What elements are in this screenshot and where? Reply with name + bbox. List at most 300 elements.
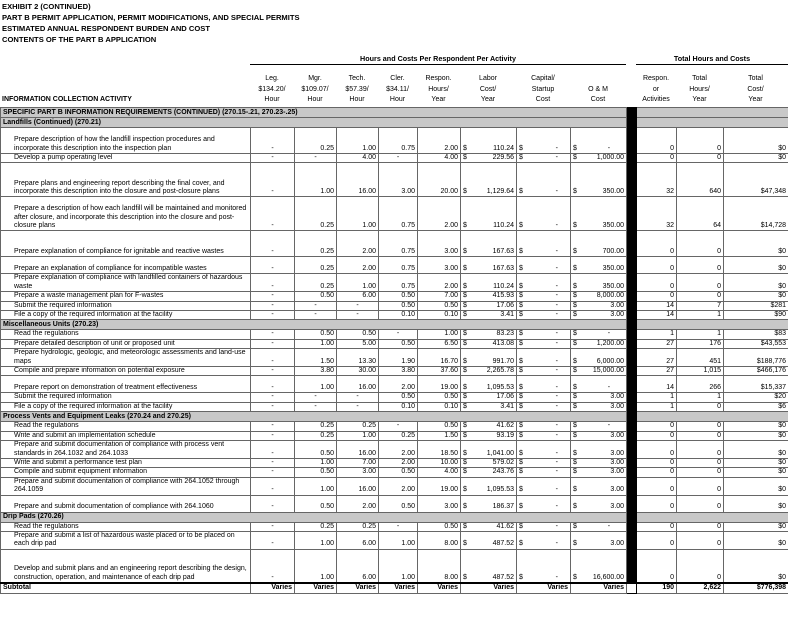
dollar-cell	[463, 422, 514, 430]
cell-value: -	[271, 311, 274, 319]
dollar-cell	[573, 292, 624, 300]
cell-om-cost	[571, 367, 627, 376]
table-row	[1, 330, 788, 339]
cell-value: 229.56	[492, 154, 514, 161]
dollar-cell	[519, 367, 568, 375]
cell-labor-cost	[461, 431, 517, 440]
cell-om-cost	[571, 128, 627, 154]
cell-value: -	[314, 311, 317, 319]
dollar-sign: $	[463, 222, 467, 229]
dollar-cell	[519, 422, 568, 430]
cell-value: 167.63	[492, 248, 514, 255]
cell-value: -	[555, 292, 558, 300]
cell-om-cost	[571, 431, 627, 440]
cell-total-cost	[724, 257, 788, 274]
cell-total-cost	[724, 376, 788, 393]
cell-respondents	[637, 402, 677, 411]
dollar-sign: $	[573, 292, 577, 300]
dollar-cell	[573, 540, 624, 548]
dollar-cell	[519, 145, 568, 153]
cell-value: 8.00	[444, 540, 458, 548]
cell-total-cost	[724, 393, 788, 402]
cell-tech-hours	[337, 393, 379, 402]
cell-value: 0	[670, 449, 675, 457]
cell-om-cost	[571, 163, 627, 197]
column-separator	[627, 458, 637, 467]
dollar-cell	[573, 340, 624, 348]
cell-value: 0.10	[401, 402, 415, 410]
dollar-cell	[463, 145, 514, 153]
cell-labor-cost	[461, 367, 517, 376]
exhibit-subtitle-2: ESTIMATED ANNUAL RESPONDENT BURDEN AND COST	[2, 24, 210, 33]
cell-cler-hours	[379, 393, 418, 402]
cell-value: 350.00	[602, 265, 625, 272]
subtotal-row	[1, 583, 788, 593]
table-row	[1, 163, 788, 197]
column-separator	[627, 257, 637, 274]
activity-description: Prepare report on demonstration of treatment effectiveness	[1, 376, 251, 393]
cell-mgr-hours	[295, 522, 337, 531]
cell-value: $0	[778, 265, 787, 272]
activity-description: Prepare hydrologic, geologic, and meteorologic assessments and land-use maps	[1, 349, 251, 367]
cell-tech-hours	[337, 257, 379, 274]
cell-labor-cost	[461, 468, 517, 477]
dollar-sign: $	[573, 282, 577, 290]
cell-value: -	[271, 402, 274, 410]
dollar-cell	[573, 450, 624, 458]
cell-value: 0	[670, 540, 675, 548]
cell-value: 2.00	[444, 144, 458, 152]
cell-capital-cost	[517, 231, 571, 257]
column-header-line: Respon.	[425, 75, 452, 82]
cell-leg-hours	[251, 393, 295, 402]
cell-value: 176	[709, 339, 722, 347]
cell-leg-hours	[251, 422, 295, 431]
table-row	[1, 468, 788, 477]
cell-value: -	[356, 393, 359, 401]
cell-value: $0	[778, 449, 787, 457]
cell-respondents	[637, 231, 677, 257]
cell-value: 0	[670, 292, 675, 300]
dollar-cell	[463, 311, 514, 319]
column-header-line: Hours/	[689, 85, 710, 93]
table-row	[1, 231, 788, 257]
cell-value: 1.00	[401, 540, 415, 548]
cell-respondents	[637, 330, 677, 339]
cell-total-cost	[724, 458, 788, 467]
column-separator	[627, 412, 637, 422]
cell-labor-cost	[461, 274, 517, 292]
cell-value: -	[271, 573, 274, 581]
cell-value: 1.00	[320, 573, 334, 581]
dollar-cell	[573, 154, 624, 162]
dollar-sign: $	[463, 144, 467, 152]
cell-value: 2.00	[444, 222, 458, 229]
cell-total-cost	[724, 274, 788, 292]
cell-tech-hours	[337, 422, 379, 431]
cell-value: 8.00	[444, 573, 458, 581]
cell-mgr-hours	[295, 477, 337, 495]
cell-value: 0.25	[401, 431, 415, 439]
column-separator	[627, 583, 637, 593]
table-row	[1, 292, 788, 301]
dollar-cell	[573, 145, 624, 153]
cell-cler-hours	[379, 458, 418, 467]
cell-respon-hours	[418, 330, 461, 339]
table-row	[1, 393, 788, 402]
column-header-om	[570, 85, 626, 106]
cell-value: 1.00	[362, 431, 376, 439]
cell-value: -	[314, 393, 317, 401]
cell-total-hours	[677, 477, 724, 495]
column-separator	[627, 376, 637, 393]
cell-leg-hours	[251, 402, 295, 411]
cell-value: 2.00	[444, 282, 458, 290]
dollar-sign: $	[463, 339, 467, 347]
cell-labor-cost	[461, 376, 517, 393]
cell-value: 0	[717, 402, 722, 410]
cell-mgr-hours	[295, 402, 337, 411]
cell-respon-hours	[418, 531, 461, 549]
dollar-cell	[519, 248, 568, 256]
cell-cler-hours	[379, 257, 418, 274]
cell-respon-hours	[418, 274, 461, 292]
cell-respon-hours	[418, 402, 461, 411]
cell-tech-hours	[337, 197, 379, 231]
activity-column-header: INFORMATION COLLECTION ACTIVITY	[2, 96, 132, 103]
cell-value: 350.00	[602, 222, 625, 229]
section-title: SPECIFIC PART B INFORMATION REQUIREMENTS (CONTINUED) (270.15-.21, 270.23-.25)	[1, 108, 627, 118]
column-header-line: $34.11/	[386, 85, 409, 93]
cell-value: 2.00	[401, 384, 415, 392]
section-row	[1, 320, 788, 330]
cell-mgr-hours	[295, 231, 337, 257]
cell-labor-cost	[461, 301, 517, 310]
cell-capital-cost	[517, 402, 571, 411]
column-separator	[627, 441, 637, 459]
cell-value: 0.25	[320, 248, 334, 255]
cell-value: 0.50	[444, 422, 458, 430]
cell-value: -	[555, 265, 558, 272]
cell-value: -	[271, 248, 274, 255]
cell-capital-cost	[517, 458, 571, 467]
cell-om-cost	[571, 154, 627, 163]
cell-cler-hours	[379, 441, 418, 459]
cell-leg-hours	[251, 257, 295, 274]
cell-value: 1.00	[444, 330, 458, 338]
cell-value: -	[271, 486, 274, 494]
cell-value: 413.08	[492, 339, 514, 347]
cell-labor-cost	[461, 549, 517, 583]
cell-om-cost	[571, 349, 627, 367]
cell-tech-hours	[337, 522, 379, 531]
dollar-cell	[519, 459, 568, 467]
dollar-sign: $	[519, 248, 523, 255]
cell-value: Varies	[313, 584, 334, 592]
cell-value: 1.00	[320, 384, 334, 392]
cell-value: 991.70	[492, 357, 514, 365]
cell-om-cost	[571, 339, 627, 348]
cell-value: $0	[778, 540, 787, 548]
cell-value: -	[271, 540, 274, 548]
cell-value: 6.00	[362, 573, 376, 581]
cell-value: $47,348	[760, 188, 787, 195]
cell-total-hours	[677, 376, 724, 393]
cell-respondents	[637, 311, 677, 320]
cell-mgr-hours	[295, 301, 337, 310]
column-header-line: Total	[748, 75, 763, 82]
cell-value: 2.00	[362, 265, 376, 272]
section-row	[1, 512, 788, 522]
cell-value: 0.25	[320, 282, 334, 290]
dollar-cell	[519, 330, 568, 338]
cell-value: 0.50	[320, 292, 334, 300]
dollar-cell	[573, 574, 624, 582]
activity-description: Prepare plans and engineering report describing the final cover, and incorporate this description into the closure and post-closure plans	[1, 163, 251, 197]
cell-total-hours	[677, 257, 724, 274]
dollar-cell	[463, 468, 514, 476]
cell-tech-hours	[337, 311, 379, 320]
dollar-sign: $	[519, 339, 523, 347]
dollar-cell	[463, 222, 514, 230]
dollar-cell	[463, 384, 514, 392]
cell-total-hours	[677, 422, 724, 431]
burden-table	[0, 107, 788, 594]
cell-value: 3.00	[362, 468, 376, 476]
cell-value: -	[555, 422, 558, 430]
cell-value: -	[555, 402, 558, 410]
cell-value: 0.50	[401, 301, 415, 309]
cell-value: 3.00	[610, 402, 625, 410]
column-header-line: Year	[480, 96, 496, 103]
column-separator	[627, 522, 637, 531]
cell-capital-cost	[517, 311, 571, 320]
cell-tech-hours	[337, 274, 379, 292]
cell-total-cost	[724, 422, 788, 431]
exhibit-subtitle-3: CONTENTS OF THE PART B APPLICATION	[2, 35, 157, 44]
cell-value: 0.10	[401, 311, 415, 319]
cell-value: 83.23	[496, 330, 514, 338]
cell-value: 27	[666, 339, 675, 347]
cell-labor-cost	[461, 231, 517, 257]
table-row	[1, 349, 788, 367]
activity-description: Prepare and submit documentation of compliance with 264.1052 through 264.1059	[1, 477, 251, 495]
cell-tech-hours	[337, 477, 379, 495]
cell-value: 1	[717, 393, 722, 401]
dollar-sign: $	[519, 431, 523, 439]
dollar-sign: $	[573, 222, 577, 229]
cell-value: 17.06	[496, 393, 514, 401]
table-row	[1, 495, 788, 512]
cell-capital-cost	[517, 522, 571, 531]
cell-value: 0	[717, 422, 722, 430]
cell-total-hours	[677, 549, 724, 583]
dollar-sign: $	[519, 393, 523, 401]
cell-labor-cost	[461, 128, 517, 154]
cell-leg-hours	[251, 128, 295, 154]
cell-value: 14	[666, 301, 675, 309]
cell-value: 16.00	[358, 449, 376, 457]
dollar-cell	[463, 540, 514, 548]
cell-value: 0.75	[401, 222, 415, 229]
dollar-cell	[463, 486, 514, 494]
cell-cler-hours	[379, 495, 418, 512]
cell-leg-hours	[251, 367, 295, 376]
table-row	[1, 154, 788, 163]
dollar-cell	[519, 265, 568, 273]
cell-value: -	[271, 449, 274, 457]
cell-value: 0	[717, 458, 722, 466]
dollar-sign: $	[519, 573, 523, 581]
section-title-total-fill	[637, 512, 788, 522]
cell-capital-cost	[517, 128, 571, 154]
cell-tech-hours	[337, 402, 379, 411]
cell-total-cost	[724, 154, 788, 163]
cell-value: 0	[717, 154, 722, 161]
cell-value: -	[271, 188, 274, 195]
column-separator	[627, 422, 637, 431]
cell-total-hours	[677, 311, 724, 320]
dollar-sign: $	[519, 449, 523, 457]
activity-description: Prepare explanation of compliance with landfilled containers of hazardous waste	[1, 274, 251, 292]
dollar-cell	[519, 340, 568, 348]
section-title: Drip Pads (270.26)	[1, 512, 627, 522]
dollar-cell	[573, 468, 624, 476]
cell-value: $0	[778, 144, 787, 152]
cell-value: 7.00	[444, 292, 458, 300]
cell-om-cost	[571, 330, 627, 339]
cell-value: 640	[709, 188, 722, 195]
cell-labor-cost	[461, 402, 517, 411]
cell-value: 4.00	[444, 468, 458, 476]
cell-value: -	[271, 522, 274, 530]
cell-value: 0.50	[401, 503, 415, 511]
cell-total-cost	[724, 402, 788, 411]
cell-value: 3.00	[610, 431, 625, 439]
cell-value: Varies	[394, 584, 415, 592]
cell-leg-hours	[251, 468, 295, 477]
cell-labor-cost	[461, 349, 517, 367]
column-separator	[627, 197, 637, 231]
cell-value: 0.50	[401, 393, 415, 401]
cell-value: -	[555, 540, 558, 548]
dollar-cell	[573, 403, 624, 411]
column-header-line: Cost/	[747, 85, 764, 93]
cell-value: 3.00	[401, 188, 415, 195]
cell-value: 3.41	[500, 311, 514, 319]
cell-mgr-hours	[295, 376, 337, 393]
cell-total-hours	[677, 154, 724, 163]
section-title-total-fill	[637, 320, 788, 330]
cell-total-cost	[724, 311, 788, 320]
cell-total-hours	[677, 367, 724, 376]
cell-value: -	[396, 154, 400, 161]
activity-description: Prepare a description of how each landfill will be maintained and monitored after closure, and incorporate this description into the closure and post-closure plans	[1, 197, 251, 231]
cell-total-hours	[677, 458, 724, 467]
column-header-respon-hours	[417, 74, 460, 106]
dollar-cell	[463, 403, 514, 411]
activity-description: Prepare and submit documentation of compliance with process vent standards in 264.1032 and 264.1033	[1, 441, 251, 459]
cell-cler-hours	[379, 197, 418, 231]
dollar-cell	[519, 450, 568, 458]
column-header-line: $57.39/	[345, 85, 369, 93]
cell-respondents	[637, 367, 677, 376]
cell-value: 350.00	[602, 188, 625, 195]
column-header-line: Year	[692, 96, 707, 103]
dollar-cell	[463, 432, 514, 440]
cell-value: -	[271, 301, 274, 309]
cell-respon-hours	[418, 441, 461, 459]
cell-value: 5.00	[362, 339, 376, 347]
cell-total-cost	[724, 292, 788, 301]
cell-value: 19.00	[440, 486, 458, 494]
cell-value: 3.00	[610, 486, 625, 494]
cell-total-hours	[677, 163, 724, 197]
table-row	[1, 257, 788, 274]
cell-value: 10.00	[440, 458, 458, 466]
section-row	[1, 108, 788, 118]
cell-value: 0.50	[401, 339, 415, 347]
dollar-cell	[463, 523, 514, 531]
table-row	[1, 431, 788, 440]
dollar-sign: $	[519, 540, 523, 548]
column-header-line: O & M	[588, 85, 608, 93]
dollar-cell	[463, 154, 514, 162]
cell-respon-hours	[418, 376, 461, 393]
dollar-sign: $	[519, 144, 523, 152]
cell-tech-hours	[337, 154, 379, 163]
activity-description: Write and submit an implementation schedule	[1, 431, 251, 440]
dollar-cell	[573, 283, 624, 291]
dollar-cell	[573, 422, 624, 430]
cell-om-cost	[571, 583, 627, 593]
cell-total-cost	[724, 301, 788, 310]
column-header-line: Hour	[349, 96, 365, 103]
cell-labor-cost	[461, 311, 517, 320]
activity-description: Prepare and submit documentation of compliance with 264.1060	[1, 495, 251, 512]
cell-respon-hours	[418, 367, 461, 376]
section-row	[1, 118, 788, 128]
dollar-sign: $	[519, 292, 523, 300]
cell-value: 0	[717, 144, 722, 152]
cell-total-cost	[724, 522, 788, 531]
cell-value: -	[555, 458, 558, 466]
cell-value: 27	[666, 367, 675, 375]
group-underline-total	[636, 64, 788, 65]
cell-mgr-hours	[295, 292, 337, 301]
column-separator	[627, 531, 637, 549]
dollar-cell	[519, 403, 568, 411]
cell-value: 1.00	[320, 458, 334, 466]
cell-respon-hours	[418, 549, 461, 583]
column-separator	[627, 477, 637, 495]
dollar-cell	[573, 330, 624, 338]
column-separator	[627, 330, 637, 339]
cell-capital-cost	[517, 274, 571, 292]
cell-value: -	[314, 154, 317, 161]
column-header-capital	[516, 74, 570, 106]
column-header-line: Leg.	[265, 75, 279, 82]
cell-capital-cost	[517, 339, 571, 348]
cell-labor-cost	[461, 197, 517, 231]
cell-total-hours	[677, 468, 724, 477]
column-header-line: $134.20/	[258, 85, 286, 93]
column-separator	[627, 431, 637, 440]
cell-value: 0.10	[444, 311, 458, 319]
cell-value: -	[555, 573, 558, 581]
cell-leg-hours	[251, 163, 295, 197]
cell-capital-cost	[517, 163, 571, 197]
